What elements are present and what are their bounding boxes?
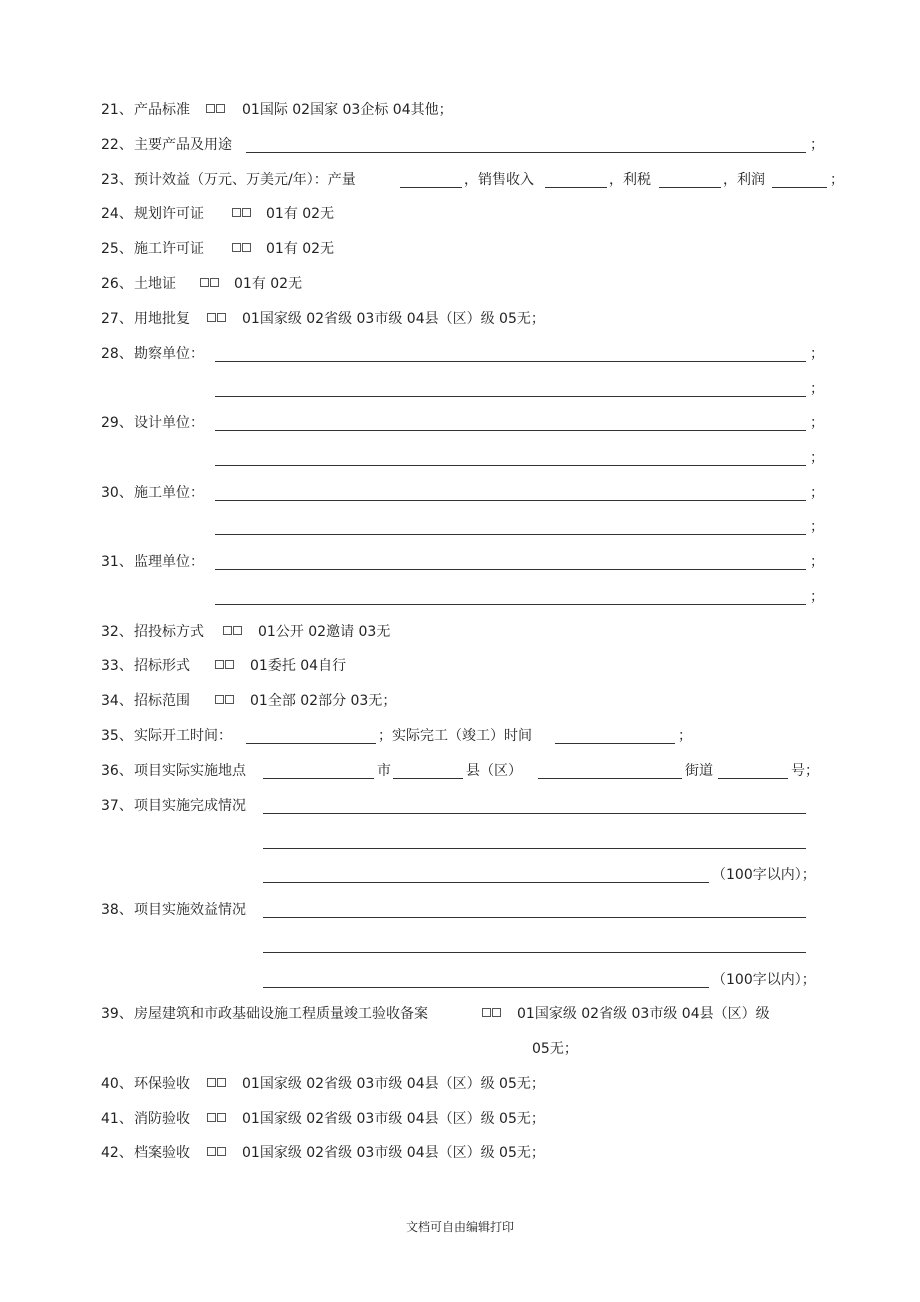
options-text: 01国家级 02省级 03市级 04县（区）级 05无； [242,311,545,327]
item-number: 25、 [101,241,133,257]
item-number: 39、 [101,1006,133,1022]
code-checkbox[interactable] [232,203,252,225]
line-end: ； [810,519,824,535]
line-end: ； [678,728,692,744]
fill-line[interactable] [263,813,806,814]
county-label: 县（区） [466,763,522,779]
street-field[interactable] [718,778,788,779]
fill-line[interactable] [215,396,806,397]
field-label: 主要产品及用途 [134,137,232,153]
code-checkbox[interactable] [223,621,243,643]
item-number: 33、 [101,658,133,674]
line-end: ； [810,589,824,605]
field-label: 用地批复 [134,311,190,327]
item-number: 31、 [101,554,133,570]
item-number: 42、 [101,1145,133,1161]
options-text: 01有 02无 [234,276,303,292]
options-text: 01国家级 02省级 03市级 04县（区）级 05无； [242,1111,545,1127]
line-end: ； [830,172,844,188]
field-label: 产品标准 [134,102,190,118]
item-number: 28、 [101,346,133,362]
field-label: 设计单位： [134,415,204,431]
city-label: 市 [377,763,391,779]
options-text: 01国家级 02省级 03市级 04县（区）级 05无； [242,1145,545,1161]
start-date-field[interactable] [246,743,376,744]
fill-line[interactable] [215,500,806,501]
code-checkbox[interactable] [207,1108,227,1130]
options-text: 01有 02无 [266,206,335,222]
item-number: 41、 [101,1111,133,1127]
fill-line[interactable] [215,604,806,605]
fill-line[interactable] [263,952,806,953]
page-footer: 文档可自由编辑打印 [405,1220,514,1234]
item-number: 27、 [101,311,133,327]
tax-field[interactable] [659,187,721,188]
field-label: 土地证 [134,276,176,292]
field-label: 施工许可证 [134,241,204,257]
item-number: 24、 [101,206,133,222]
fill-line[interactable] [215,569,806,570]
profit-field[interactable] [772,187,827,188]
options-text: 01国际 02国家 03企标 04其他； [242,102,453,118]
line-end: ； [810,485,824,501]
code-checkbox[interactable] [482,1003,502,1025]
profit-label: ，利润 [723,172,765,188]
item-number: 22、 [101,137,133,153]
fill-line[interactable] [263,917,806,918]
item-number: 30、 [101,485,133,501]
code-checkbox[interactable] [207,1073,227,1095]
options-continued: 05无； [532,1041,578,1057]
options-text: 01国家级 02省级 03市级 04县（区）级 [517,1006,770,1022]
tax-label: ，利税 [609,172,651,188]
city-field[interactable] [393,778,463,779]
fill-line[interactable] [263,848,806,849]
field-label: 房屋建筑和市政基础设施工程质量竣工验收备案 [134,1006,428,1022]
field-label: 项目实际实施地点 [134,763,246,779]
code-checkbox[interactable] [215,690,235,712]
fill-line[interactable] [263,987,709,988]
sales-field[interactable] [545,187,607,188]
item-number: 36、 [101,763,133,779]
fill-line[interactable] [215,361,806,362]
fill-line[interactable] [215,430,806,431]
field-label: 规划许可证 [134,206,204,222]
line-end: ； [810,415,824,431]
options-text: 01公开 02邀请 03无 [258,624,391,640]
code-checkbox[interactable] [207,308,227,330]
field-label: 项目实施完成情况 [134,798,246,814]
location-field[interactable] [263,778,374,779]
street-label: 街道 [685,763,713,779]
code-checkbox[interactable] [206,99,226,121]
item-number: 32、 [101,624,133,640]
code-checkbox[interactable] [207,1142,227,1164]
line-end: ； [810,137,824,153]
code-checkbox[interactable] [215,655,235,677]
field-label: 招标形式 [134,658,190,674]
options-text: 01国家级 02省级 03市级 04县（区）级 05无； [242,1076,545,1092]
item-number: 40、 [101,1076,133,1092]
item-number: 35、 [101,728,133,744]
field-label: 预计效益（万元、万美元/年）：产量 [134,172,356,188]
item-number: 21、 [101,102,133,118]
item-number: 37、 [101,798,133,814]
line-end: ； [810,381,824,397]
field-label: 项目实施效益情况 [134,902,246,918]
code-checkbox[interactable] [232,238,252,260]
fill-line[interactable] [215,465,806,466]
line-end: ； [810,346,824,362]
options-text: 01有 02无 [266,241,335,257]
output-field[interactable] [400,187,462,188]
complete-label: ；实际完工（竣工）时间 [378,728,532,744]
line-end: ； [810,450,824,466]
field-label: 环保验收 [134,1076,190,1092]
code-checkbox[interactable] [200,273,220,295]
item-number: 38、 [101,902,133,918]
item-number: 23、 [101,172,133,188]
item-number: 26、 [101,276,133,292]
field-label: 实际开工时间： [134,728,232,744]
options-text: 01委托 04自行 [250,658,347,674]
field-label: 招标范围 [134,693,190,709]
item-number: 29、 [101,415,133,431]
item-number: 34、 [101,693,133,709]
word-limit-note: （100字以内）； [712,867,816,883]
field-label: 勘察单位： [134,346,204,362]
field-label: 档案验收 [134,1145,190,1161]
sales-label: ，销售收入 [464,172,534,188]
field-label: 施工单位： [134,485,204,501]
fill-line[interactable] [263,882,709,883]
field-label: 监理单位： [134,554,204,570]
number-label: 号； [791,763,819,779]
word-limit-note: （100字以内）； [712,972,816,988]
field-label: 消防验收 [134,1111,190,1127]
complete-date-field[interactable] [555,743,675,744]
fill-line[interactable] [246,152,806,153]
field-label: 招投标方式 [134,624,204,640]
options-text: 01全部 02部分 03无； [250,693,397,709]
fill-line[interactable] [215,534,806,535]
county-field[interactable] [538,778,682,779]
line-end: ； [810,554,824,570]
